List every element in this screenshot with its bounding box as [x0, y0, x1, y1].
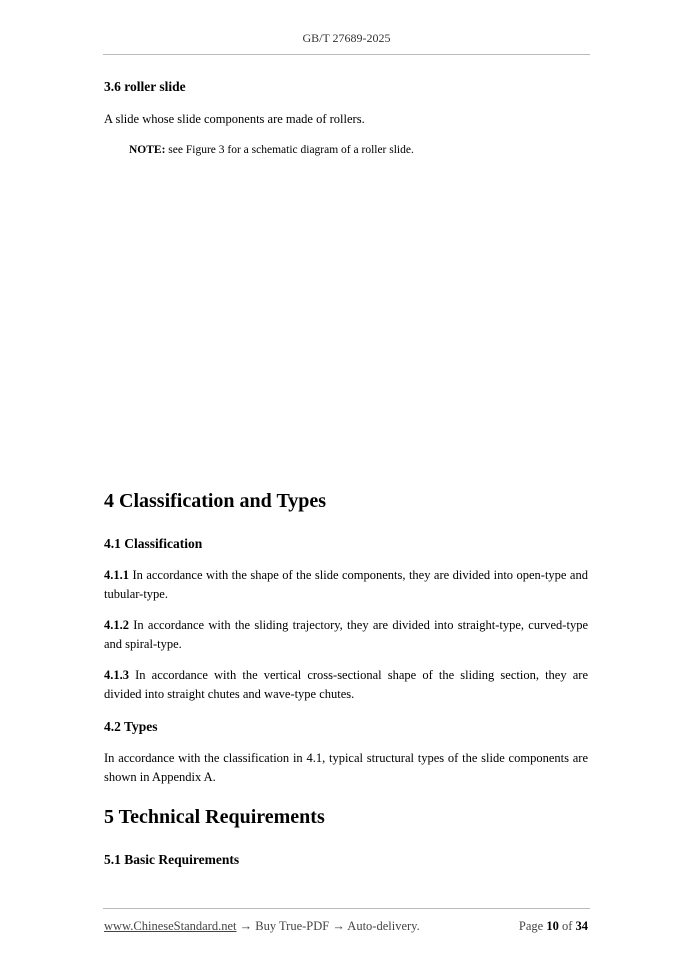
- section-5-heading: 5 Technical Requirements: [104, 806, 325, 828]
- header-rule: [103, 54, 590, 55]
- clause-text: In accordance with the vertical cross-sectional shape of the sliding section, they are divided into straight chutes and wave-type chutes.: [104, 668, 588, 701]
- clause-4-1-3: [104, 666, 588, 704]
- section-4-2-text: In accordance with the classification in 4.1, typical structural types of the slide components are shown in Appendix A.: [104, 751, 588, 784]
- note-text: see Figure 3 for a schematic diagram of a roller slide.: [165, 144, 414, 156]
- page-total: 34: [575, 919, 588, 933]
- footer-promo: [104, 919, 420, 933]
- section-3-6-definition: A slide whose slide components are made of rollers.: [104, 112, 365, 126]
- note-label: NOTE:: [129, 144, 166, 156]
- arrow-icon: →: [239, 919, 253, 933]
- section-4-1-heading: 4.1 Classification: [104, 536, 203, 551]
- running-header: GB/T 27689-2025: [302, 31, 391, 45]
- arrow-icon: →: [332, 919, 345, 933]
- buy-text: Buy True-PDF: [252, 919, 333, 933]
- site-link[interactable]: www.ChineseStandard.net: [104, 919, 237, 933]
- clause-4-1-2: [104, 616, 588, 654]
- section-4-heading: 4 Classification and Types: [104, 490, 327, 512]
- clause-number: 4.1.2: [104, 618, 129, 632]
- footer-rule: [103, 908, 590, 909]
- of-word: of: [561, 919, 573, 933]
- clause-number: 4.1.3: [104, 668, 129, 682]
- page-number: 10: [546, 919, 559, 933]
- section-5-1-heading: 5.1 Basic Requirements: [104, 852, 240, 867]
- clause-text: In accordance with the shape of the slide components, they are divided into open-type and tubular-type.: [104, 568, 588, 601]
- auto-delivery-text: Auto-delivery.: [344, 919, 420, 933]
- section-4-2-heading: 4.2 Types: [104, 719, 158, 734]
- clause-text: In accordance with the sliding trajectory, they are divided into straight-type, curved-type and spiral-type.: [104, 618, 588, 651]
- clause-4-1-1: [104, 566, 588, 604]
- note: [129, 144, 588, 156]
- section-3-6-heading: 3.6 roller slide: [104, 79, 186, 94]
- clause-number: 4.1.1: [104, 568, 129, 582]
- footer: [104, 919, 588, 934]
- page-counter: [519, 919, 588, 934]
- page-word: Page: [518, 919, 544, 933]
